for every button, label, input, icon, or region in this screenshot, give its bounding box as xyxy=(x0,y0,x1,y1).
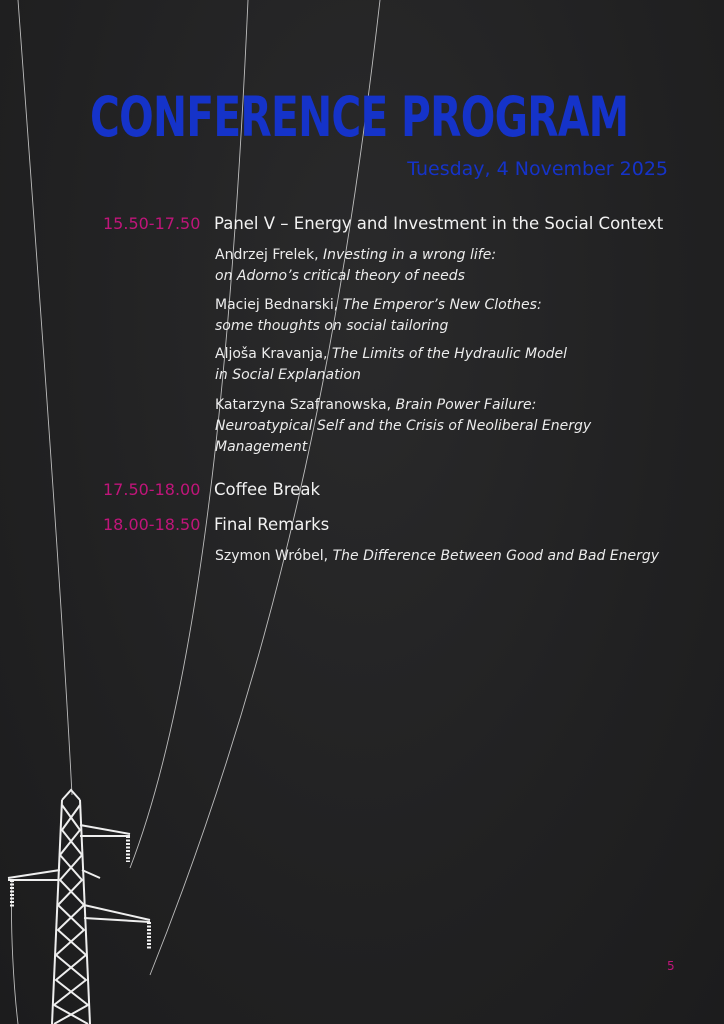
session-title: Panel V – Energy and Investment in the Social Context xyxy=(214,214,664,233)
page-title: CONFERENCE PROGRAM xyxy=(90,85,629,149)
speaker-name: Andrzej Frelek, xyxy=(215,247,319,263)
talk-title: some thoughts on social tailoring xyxy=(215,318,449,334)
talk-item xyxy=(215,395,685,458)
talk-item xyxy=(215,295,685,337)
time-slot: 15.50-17.50 xyxy=(103,214,201,233)
talk-title: Management xyxy=(215,439,308,455)
talk-title: The Emperor’s New Clothes: xyxy=(342,297,542,313)
talk-title: The Difference Between Good and Bad Energy xyxy=(332,548,660,564)
talk-title: Investing in a wrong life: xyxy=(323,247,497,263)
talk-title: on Adorno’s critical theory of needs xyxy=(215,268,465,284)
talk-title: Neuroatypical Self and the Crisis of Neoliberal Energy xyxy=(215,418,592,434)
session-title: Coffee Break xyxy=(214,480,321,499)
speaker-name: Maciej Bednarski, xyxy=(215,297,339,313)
speaker-name: Aljoša Kravanja, xyxy=(215,346,328,362)
speaker-name: Szymon Wróbel, xyxy=(215,548,329,564)
time-slot: 18.00-18.50 xyxy=(103,515,201,534)
talk-item xyxy=(215,245,685,287)
talk-title: Brain Power Failure: xyxy=(395,397,537,413)
talk-item xyxy=(215,546,705,567)
talk-item xyxy=(215,344,685,386)
program-date: Tuesday, 4 November 2025 xyxy=(407,158,668,180)
speaker-name: Katarzyna Szafranowska, xyxy=(215,397,392,413)
talk-title: The Limits of the Hydraulic Model xyxy=(331,346,568,362)
time-slot: 17.50-18.00 xyxy=(103,480,201,499)
page-number: 5 xyxy=(667,959,675,973)
session-title: Final Remarks xyxy=(214,515,330,534)
power-line-wire xyxy=(18,0,72,795)
transmission-tower xyxy=(8,790,150,1024)
talk-title: in Social Explanation xyxy=(215,367,361,383)
